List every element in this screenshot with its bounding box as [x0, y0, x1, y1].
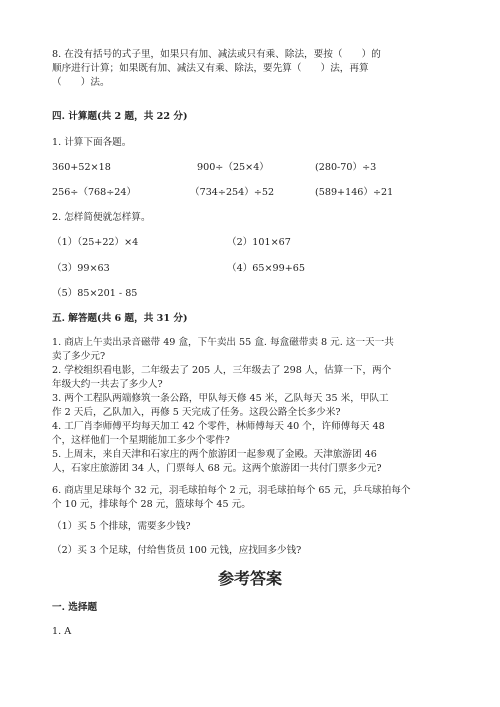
simplify-item: （3）99×63 — [52, 263, 110, 274]
q8-line1: 8. 在没有括号的式子里，如果只有加、减法或只有乘、除法，要按（ ）的 — [52, 49, 381, 60]
calc-item: (589+146）÷21 — [315, 187, 394, 198]
calc-item: 360+52×18 — [52, 162, 111, 173]
calc-q1-title: 1. 计算下面各题。 — [52, 137, 132, 148]
simplify-item: （4）65×99+65 — [227, 263, 305, 274]
problem-line: 个，这样他们一个星期能加工多少个零件? — [52, 435, 230, 446]
q8-line2: 顺序进行计算；如果既有加、减法又有乘、除法，要先算（ ）法，再算 — [52, 63, 369, 74]
problem-line: 6. 商店里足球每个 32 元，羽毛球拍每个 2 元，羽毛球拍每个 65 元，乒乓球拍每个 — [52, 485, 411, 496]
sub-question: （1）买 5 个排球，需要多少钱? — [52, 521, 191, 532]
answer-section1-title: 一. 选择题 — [52, 602, 98, 613]
problem-line: 人，石家庄旅游团 34 人，门票每人 68 元。这两个旅游团一共付门票多少元? — [52, 463, 382, 474]
calc-item: 256÷（768÷24） — [52, 187, 137, 198]
problem-line: 4. 工厂肖李师傅平均每天加工 42 个零件，林师傅每天 40 个，许师傅每天 48 — [52, 421, 385, 432]
sub-question: （2）买 3 个足球，付给售货员 100 元钱，应找回多少钱? — [52, 545, 302, 556]
problem-line: 2. 学校组织看电影，二年级去了 205 人，三年级去了 298 人，估算一下，两个 — [52, 365, 392, 376]
simplify-item: （5）85×201 - 85 — [52, 288, 138, 299]
simplify-item: （2）101×67 — [227, 237, 291, 248]
q8-line3: （ ）法。 — [52, 77, 110, 88]
problem-line: 5. 上周末，来自天津和石家庄的两个旅游团一起参观了金殿。天津旅游团 46 — [52, 449, 377, 460]
problem-line: 卖了多少元? — [52, 351, 106, 362]
simplify-item: （1）（25+22）×4 — [52, 237, 139, 248]
calc-item: (280-70）÷3 — [315, 162, 377, 173]
section4-title: 四. 计算题(共 2 题，共 22 分) — [52, 111, 188, 122]
problem-line: 1. 商店上午卖出录音磁带 49 盒，下午卖出 55 盒. 每盒磁带卖 8 元. 这一天一共 — [52, 337, 394, 348]
problem-line: 年级大约一共去了多少人? — [52, 379, 163, 390]
calc-q2-title: 2. 怎样简便就怎样算。 — [52, 212, 151, 223]
calc-item: 900÷（25×4） — [197, 162, 269, 173]
calc-item: （734÷254）÷52 — [190, 187, 275, 198]
answer-key-title: 参考答案 — [217, 569, 282, 588]
answer-item: 1. A — [52, 626, 72, 637]
problem-line: 作 2 天后，乙队加入，再修 5 天完成了任务。这段公路全长多少米? — [52, 407, 341, 418]
problem-line: 个 10 元，排球每个 28 元，篮球每个 45 元。 — [52, 499, 251, 510]
section5-title: 五. 解答题(共 6 题，共 31 分) — [52, 313, 188, 324]
problem-line: 3. 两个工程队两端修筑一条公路，甲队每天修 45 米，乙队每天 35 米，甲队工 — [52, 393, 389, 404]
